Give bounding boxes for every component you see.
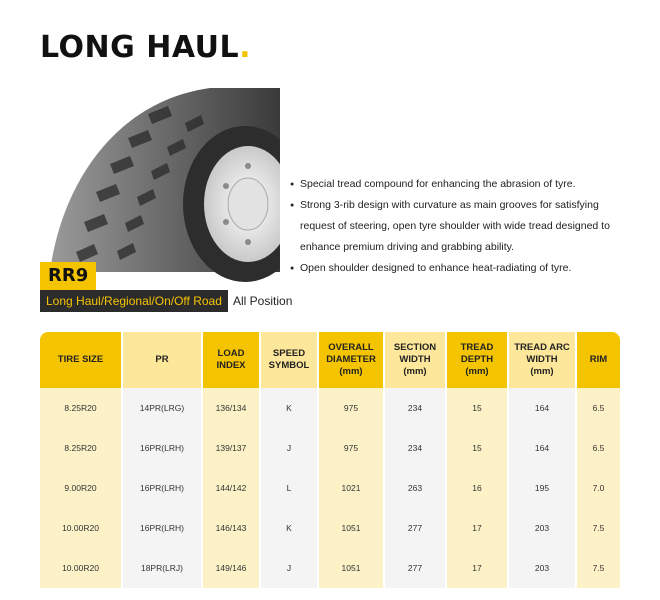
table-cell: 16PR(LRH) <box>122 428 202 468</box>
table-cell: 8.25R20 <box>40 428 122 468</box>
table-cell: K <box>260 388 318 428</box>
table-cell: 6.5 <box>576 388 620 428</box>
table-cell: 1021 <box>318 468 384 508</box>
title-accent-dot: . <box>239 30 252 65</box>
table-cell: 263 <box>384 468 446 508</box>
column-header <box>508 332 576 388</box>
title-text: LONG HAUL <box>40 30 240 65</box>
table-cell: 1051 <box>318 548 384 588</box>
table-cell: 136/134 <box>202 388 260 428</box>
column-header-line: (mm) <box>339 366 363 377</box>
usage-tag: Long Haul/Regional/On/Off Road <box>40 290 228 312</box>
column-header-line: TREAD ARC <box>514 342 570 353</box>
table-cell: 14PR(LRG) <box>122 388 202 428</box>
table-cell: 8.25R20 <box>40 388 122 428</box>
table-cell: 15 <box>446 428 508 468</box>
spec-table <box>40 332 620 588</box>
table-row <box>40 428 620 468</box>
column-header-line: DEPTH <box>460 354 494 365</box>
table-cell: 16 <box>446 468 508 508</box>
table-cell: 234 <box>384 388 446 428</box>
column-header-line: DIAMETER <box>326 354 376 365</box>
table-cell: 203 <box>508 508 576 548</box>
column-header-line: TIRE SIZE <box>57 354 104 365</box>
table-row <box>40 548 620 588</box>
table-cell: L <box>260 468 318 508</box>
table-cell: 17 <box>446 508 508 548</box>
tyre-icon <box>40 82 280 282</box>
column-header-line: INDEX <box>216 360 246 371</box>
feature-item: ● Open shoulder designed to enhance heat-radiating of tyre. <box>290 258 630 279</box>
table-cell: 146/143 <box>202 508 260 548</box>
table-cell: 7.0 <box>576 468 620 508</box>
column-header <box>40 332 122 388</box>
table-cell: 16PR(LRH) <box>122 508 202 548</box>
column-header <box>384 332 446 388</box>
model-badge: RR9 <box>40 262 96 290</box>
table-cell: 144/142 <box>202 468 260 508</box>
table-cell: 164 <box>508 388 576 428</box>
feature-item: ● Special tread compound for enhancing the abrasion of tyre. <box>290 174 630 195</box>
table-cell: 195 <box>508 468 576 508</box>
table-cell: 10.00R20 <box>40 508 122 548</box>
column-header-line: (mm) <box>530 366 554 377</box>
table-cell: 203 <box>508 548 576 588</box>
table-cell: J <box>260 428 318 468</box>
feature-list <box>290 174 630 279</box>
column-header <box>202 332 260 388</box>
table-cell: 277 <box>384 508 446 548</box>
tyre-image <box>40 82 280 282</box>
table-cell: 17 <box>446 548 508 588</box>
column-header <box>122 332 202 388</box>
table-cell: 9.00R20 <box>40 468 122 508</box>
column-header-line: WIDTH <box>399 354 431 365</box>
table-row <box>40 508 620 548</box>
column-header-line: TREAD <box>460 342 494 353</box>
table-cell: 10.00R20 <box>40 548 122 588</box>
column-header-line: (mm) <box>403 366 427 377</box>
column-header-line: SPEED <box>272 348 306 359</box>
table-cell: 139/137 <box>202 428 260 468</box>
column-header-line: WIDTH <box>526 354 558 365</box>
column-header <box>318 332 384 388</box>
table-cell: 7.5 <box>576 548 620 588</box>
table-row <box>40 388 620 428</box>
table-cell: 975 <box>318 388 384 428</box>
table-cell: 277 <box>384 548 446 588</box>
column-header-line: SYMBOL <box>268 360 310 371</box>
table-cell: 6.5 <box>576 428 620 468</box>
column-header <box>576 332 620 388</box>
page-title <box>40 30 251 65</box>
position-tag: All Position <box>233 294 293 308</box>
table-cell: 149/146 <box>202 548 260 588</box>
column-header-line: OVERALL <box>328 342 374 353</box>
table-cell: 15 <box>446 388 508 428</box>
feature-item: ● Strong 3-rib design with curvature as main grooves for satisfying request of steering, open tyre shoulder with wide tread designed to enhance premium driving and grabbing ability. <box>290 195 630 258</box>
column-header-line: LOAD <box>217 348 245 359</box>
table-cell: 234 <box>384 428 446 468</box>
table-row <box>40 468 620 508</box>
table-cell: J <box>260 548 318 588</box>
column-header-line: SECTION <box>393 342 437 353</box>
column-header-line: (mm) <box>465 366 489 377</box>
column-header-line: RIM <box>589 354 608 365</box>
table-body <box>40 388 620 588</box>
column-header <box>446 332 508 388</box>
table-cell: K <box>260 508 318 548</box>
table-cell: 975 <box>318 428 384 468</box>
table-cell: 16PR(LRH) <box>122 468 202 508</box>
column-header <box>260 332 318 388</box>
table-cell: 164 <box>508 428 576 468</box>
table-cell: 18PR(LRJ) <box>122 548 202 588</box>
column-header-line: PR <box>155 354 169 365</box>
table-cell: 1051 <box>318 508 384 548</box>
table-cell: 7.5 <box>576 508 620 548</box>
table-header-row <box>40 332 620 388</box>
